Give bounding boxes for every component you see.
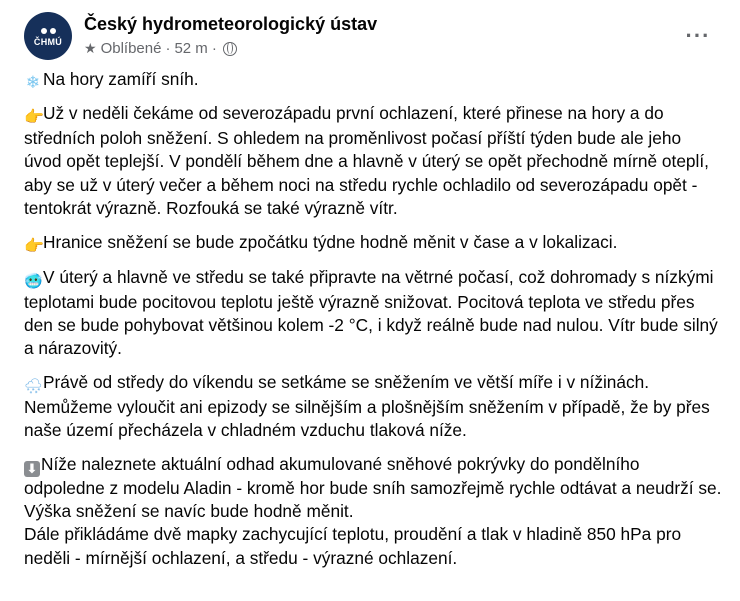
globe-icon[interactable] (223, 42, 237, 56)
paragraph-text: V úterý a hlavně ve středu se také připravte na větrné počasí, což dohromady s nízkými teplotami bude pocitovou teplotu ještě výrazně snižovat. Pocitová teplota ve středu přes den se bude pohybovat většinou kolem -2 °C, i když reálně bude nad nulou. Vítr bude silný a nárazovitý. (24, 266, 718, 359)
post-meta (84, 40, 237, 57)
chmu-logo-icon (41, 28, 56, 34)
audience-label[interactable]: Oblíbené (100, 40, 162, 57)
post-paragraph (24, 68, 722, 92)
pointing-hand-icon: 👉 (24, 109, 44, 126)
timestamp-link[interactable]: 52 m (174, 40, 208, 57)
paragraph-text: Na hory zamíří sníh. (43, 69, 199, 89)
post-paragraph (24, 231, 722, 256)
meta-separator: · (211, 40, 217, 57)
paragraph-text: Dále přikládáme dvě mapky zachycující teplotu, proudění a tlak v hladině 850 hPa pro neděli - mírnější ochlazení, a středu - výrazné ochlazení. (24, 524, 682, 568)
page-name-link[interactable]: Český hydrometeorologický ústav (84, 14, 378, 34)
post-content (24, 68, 722, 570)
snow-cloud-icon: 🌨 (24, 377, 44, 395)
post-header (24, 12, 716, 62)
paragraph-text: Právě od středy do víkendu se setkáme se sněžením ve větší míře i v nížinách. Nemůžeme vyloučit ani epizody se silnějším a plošnějším sněžením v případě, že by přes naše území přecházela v chladném vzduchu tlaková níže. (24, 371, 710, 441)
star-icon: ★ (84, 40, 97, 56)
meta-separator: · (165, 40, 171, 57)
down-arrow-icon: ⬇ (24, 461, 40, 477)
post-paragraph (24, 102, 722, 221)
cold-face-icon: 🥶 (24, 272, 43, 290)
avatar-text: ČHMÚ (33, 36, 63, 47)
paragraph-text: Hranice sněžení se bude zpočátku týdne hodně měnit v čase a v lokalizaci. (43, 231, 618, 252)
paragraph-text: Už v neděli čekáme od severozápadu první ochlazení, které přinese na hory a do středních poloh sněžení. S ohledem na proměnlivost počasí příští týden bude ale jeho úvod opět teplejší. V pondělí během dne a hlavně v úterý se opět přechodně mírně oteplí, aby se už v úterý večer a během noci na středu rychle ochladilo od severozápadu opět - tentokrát výrazně. Rozfouká se také výrazně vítr. (24, 103, 709, 219)
post-paragraph (24, 523, 722, 570)
post-paragraph (24, 266, 722, 361)
snowflake-icon: ❄ (25, 73, 41, 92)
post-paragraph (24, 453, 722, 524)
more-options-icon: ··· (685, 23, 711, 48)
post-paragraph (24, 371, 722, 443)
pointing-hand-icon: 👉 (24, 237, 44, 255)
avatar[interactable] (24, 12, 72, 60)
paragraph-text: Níže naleznete aktuální odhad akumulované sněhové pokrývky do pondělního odpoledne z modelu Aladin - kromě hor bude sníh samozřejmě rychle odtávat a neudrží se. Výška sněžení se navíc bude hodně měnit. (24, 453, 722, 522)
more-options-button[interactable] (680, 18, 716, 54)
